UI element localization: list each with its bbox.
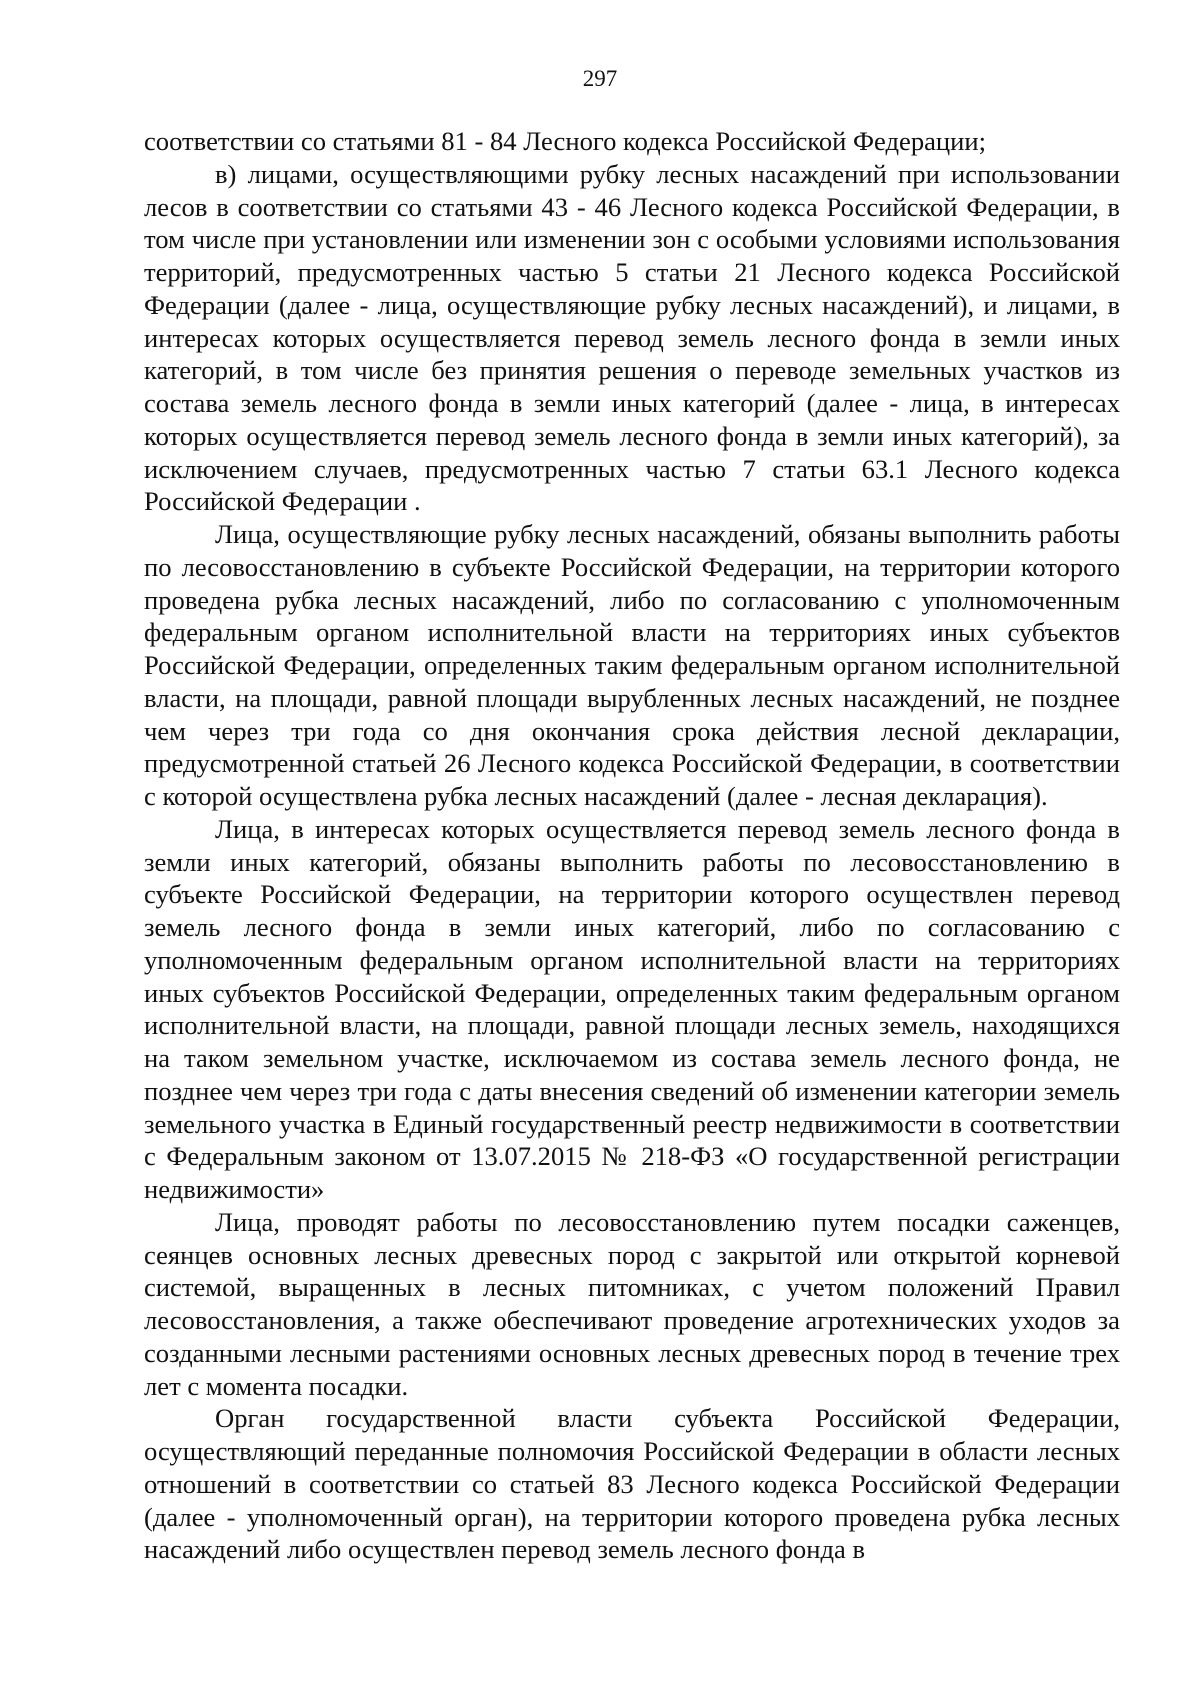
paragraph-obligation-felling: Лица, осуществляющие рубку лесных насаждений, обязаны выполнить работы по лесовосстановлению в субъекте Российской Федерации, на территории которого проведена рубка лесных насаждений, либо по согласованию с уполномоченным федеральным органом исполнительной власти на территориях иных субъектов Российской Федерации, определенных таким федеральным органом исполнительной власти, на площади, равной площади вырубленных лесных насаждений, не позднее чем через три года со дня окончания срока действия лесной декларации, предусмотренной статьей 26 Лесного кодекса Российской Федерации, в соответствии с которой осуществлена рубка лесных насаждений (далее - лесная декларация). [144, 519, 1120, 811]
document-body [144, 125, 1120, 1566]
paragraph-continuation: соответствии со статьями 81 - 84 Лесного кодекса Российской Федерации; [144, 126, 987, 156]
paragraph-item-v: в) лицами, осуществляющими рубку лесных насаждений при использовании лесов в соответствии со статьями 43 - 46 Лесного кодекса Российской Федерации, в том числе при установлении или изменении зон с особыми условиями использования территорий, предусмотренных частью 5 статьи 21 Лесного кодекса Российской Федерации (далее - лица, осуществляющие рубку лесных насаждений), и лицами, в интересах которых осуществляется перевод земель лесного фонда в земли иных категорий, в том числе без принятия решения о переводе земельных участков из состава земель лесного фонда в земли иных категорий (далее - лица, в интересах которых осуществляется перевод земель лесного фонда в земли иных категорий), за исключением случаев, предусмотренных частью 7 статьи 63.1 Лесного кодекса Российской Федерации . [144, 158, 1120, 517]
paragraph-obligation-transfer: Лица, в интересах которых осуществляется перевод земель лесного фонда в земли иных категорий, обязаны выполнить работы по лесовосстановлению в субъекте Российской Федерации, на территории которого осуществлен перевод земель лесного фонда в земли иных категорий, либо по согласованию с уполномоченным федеральным органом исполнительной власти на территориях иных субъектов Российской Федерации, определенных таким федеральным органом исполнительной власти, на площади, равной площади лесных земель, находящихся на таком земельном участке, исключаемом из состава земель лесного фонда, не позднее чем через три года с даты внесения сведений об изменении категории земель земельного участка в Единый государственный реестр недвижимости в соответствии с Федеральным законом от 13.07.2015 № 218-ФЗ «О государственной регистрации недвижимости» [144, 813, 1120, 1204]
paragraph-planting: Лица, проводят работы по лесовосстановлению путем посадки саженцев, сеянцев основных лесных древесных пород с закрытой или открытой корневой системой, выращенных в лесных питомниках, с учетом положений Правил лесовосстановления, а также обеспечивают проведение агротехнических уходов за созданными лесными растениями основных лесных древесных пород в течение трех лет с момента посадки. [144, 1206, 1120, 1401]
paragraph-authority: Орган государственной власти субъекта Российской Федерации, осуществляющий переданные полномочия Российской Федерации в области лесных отношений в соответствии со статьей 83 Лесного кодекса Российской Федерации (далее - уполномоченный орган), на территории которого проведена рубка лесных насаждений либо осуществлен перевод земель лесного фонда в [144, 1403, 1120, 1565]
page-number: 297 [582, 66, 618, 91]
